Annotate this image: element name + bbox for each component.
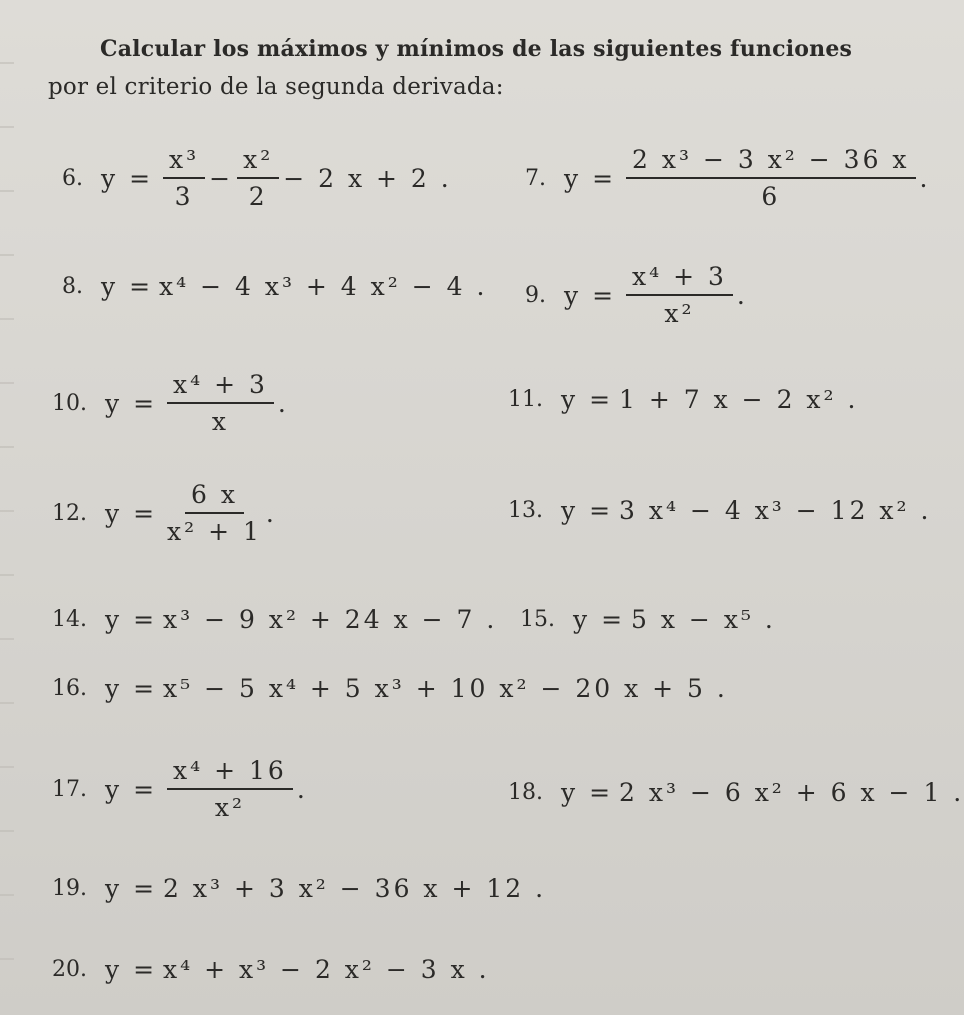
fraction-denominator: x²: [214, 793, 245, 822]
fraction-numerator: x²: [237, 145, 279, 179]
fraction: [626, 145, 916, 211]
equation-lhs: y =: [564, 163, 617, 193]
equation-term: 2 x³ + 3 x² − 36 x + 12 .: [163, 874, 547, 903]
exercise-number: 8.: [62, 274, 83, 299]
exercise-number: 13.: [508, 498, 543, 523]
equation-lhs: y =: [561, 778, 614, 807]
equation-lhs: y =: [105, 498, 158, 528]
fraction-numerator: x⁴ + 3: [626, 262, 733, 296]
equation-lhs: y =: [105, 874, 158, 903]
fraction-denominator: x²: [664, 299, 695, 328]
equation-lhs: y =: [105, 955, 158, 984]
exercise-19: [52, 874, 546, 903]
equation-lhs: y =: [105, 388, 158, 418]
equation-term: −: [209, 163, 234, 193]
fraction-numerator: x³: [163, 145, 205, 179]
exercise-8: [62, 272, 487, 301]
exercise-11: [508, 385, 858, 414]
equation-lhs: y =: [105, 674, 158, 703]
equation-term: 5 x − x⁵ .: [631, 605, 776, 634]
equation-lhs: y =: [101, 272, 154, 301]
heading-line-1: Calcular los máximos y mínimos de las siguientes funciones: [100, 36, 853, 62]
fraction: [163, 145, 205, 211]
fraction-denominator: x² + 1: [167, 517, 262, 546]
equation-term: .: [265, 498, 277, 528]
exercise-number: 11.: [508, 387, 543, 412]
instructions-heading: [48, 30, 948, 106]
equation-term: 1 + 7 x − 2 x² .: [619, 385, 859, 414]
equation-lhs: y =: [561, 496, 614, 525]
equation-term: .: [296, 774, 308, 804]
exercise-number: 10.: [52, 390, 87, 416]
equation-term: 2 x³ − 6 x² + 6 x − 1 .: [619, 778, 964, 807]
fraction: [167, 480, 262, 546]
equation-lhs: y =: [101, 163, 154, 193]
equation-lhs: y =: [105, 774, 158, 804]
page-edge-shadow: [0, 0, 14, 1015]
exercise-number: 7.: [525, 165, 546, 191]
fraction-denominator: 6: [761, 182, 781, 211]
equation-term: x³ − 9 x² + 24 x − 7 .: [163, 605, 498, 634]
exercise-number: 15.: [520, 607, 555, 632]
exercise-15: [520, 605, 776, 634]
exercise-number: 20.: [52, 957, 87, 982]
equation-term: x⁴ + x³ − 2 x² − 3 x .: [163, 955, 490, 984]
exercise-7: [525, 145, 930, 211]
fraction-numerator: x⁴ + 3: [167, 370, 274, 404]
exercise-20: [52, 955, 490, 984]
exercise-number: 6.: [62, 165, 83, 191]
equation-lhs: y =: [564, 280, 617, 310]
exercise-number: 16.: [52, 676, 87, 701]
exercise-17: [52, 756, 308, 822]
exercise-9: [525, 262, 748, 328]
equation-term: 3 x⁴ − 4 x³ − 12 x² .: [619, 496, 932, 525]
equation-term: .: [736, 280, 748, 310]
exercise-14: [52, 605, 497, 634]
fraction-numerator: x⁴ + 16: [167, 756, 293, 790]
exercise-number: 9.: [525, 282, 546, 308]
exercise-18: [508, 778, 964, 807]
exercise-10: [52, 370, 289, 436]
equation-lhs: y =: [573, 605, 626, 634]
equation-term: x⁴ − 4 x³ + 4 x² − 4 .: [159, 272, 488, 301]
exercise-number: 12.: [52, 500, 87, 526]
exercise-12: [52, 480, 277, 546]
exercise-16: [52, 674, 728, 703]
fraction: [167, 756, 293, 822]
fraction-denominator: 2: [248, 182, 268, 211]
fraction-numerator: 2 x³ − 3 x² − 36 x: [626, 145, 916, 179]
fraction-denominator: 3: [174, 182, 194, 211]
equation-term: x⁵ − 5 x⁴ + 5 x³ + 10 x² − 20 x + 5 .: [163, 674, 728, 703]
heading-line-2: por el criterio de la segunda derivada:: [48, 74, 504, 100]
exercise-13: [508, 496, 931, 525]
fraction: [626, 262, 733, 328]
fraction: [237, 145, 279, 211]
equation-lhs: y =: [561, 385, 614, 414]
equation-term: − 2 x + 2 .: [283, 163, 452, 193]
exercise-number: 14.: [52, 607, 87, 632]
equation-term: .: [919, 163, 931, 193]
exercise-6: [62, 145, 452, 211]
fraction-denominator: x: [211, 407, 230, 436]
exercise-number: 18.: [508, 780, 543, 805]
equation-term: .: [277, 388, 289, 418]
fraction-numerator: 6 x: [185, 480, 244, 514]
equation-lhs: y =: [105, 605, 158, 634]
fraction: [167, 370, 274, 436]
exercise-number: 19.: [52, 876, 87, 901]
exercise-number: 17.: [52, 776, 87, 802]
